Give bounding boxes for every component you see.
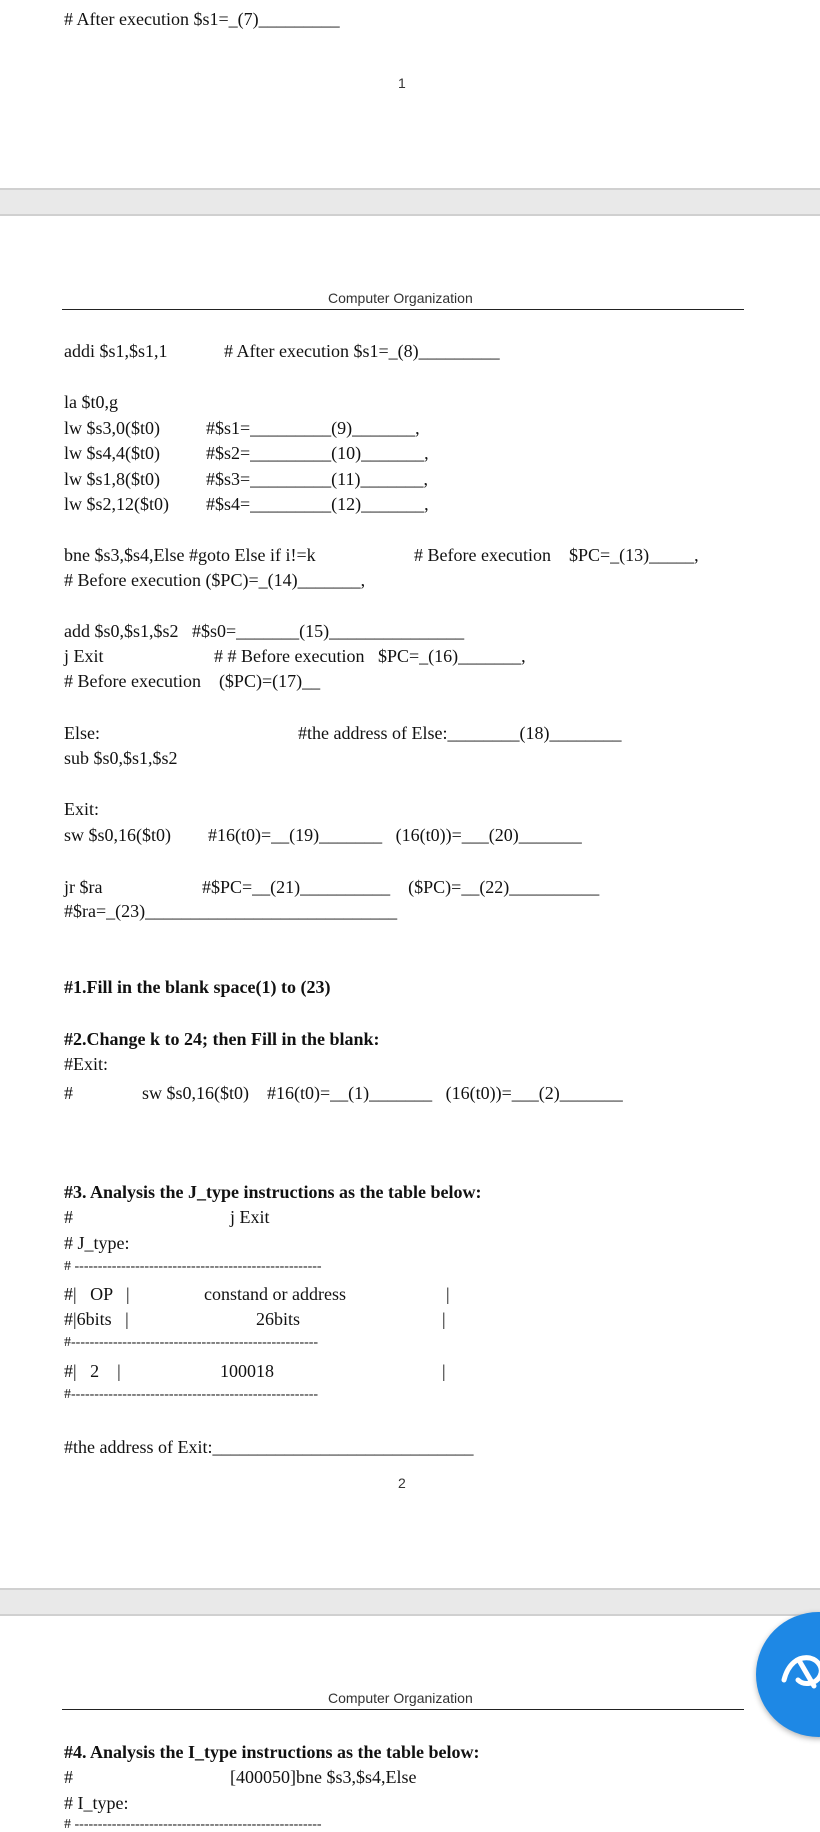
table-cell-border: | [442,1361,446,1381]
table-row-values: #| 2 | [64,1361,121,1381]
table-cell-100018: 100018 [220,1361,274,1381]
comment-j-spc: # Before execution ($PC)=(17)__ [64,671,321,691]
header-rule [62,1709,744,1710]
page-gap [0,1590,820,1614]
hand-pointer-icon [774,1642,820,1702]
page-number: 1 [398,75,406,91]
q3-exit-address: #the address of Exit:_____________________________ [64,1437,474,1457]
table-rule: # ----------------------------------------------------- [64,1817,322,1832]
table-row-bits: #|6bits | [64,1309,129,1329]
label-else: Else: [64,723,100,743]
page-header: Computer Organization [328,1690,473,1706]
question-4: #4. Analysis the I_type instructions as the table below: [64,1742,480,1762]
q2-exit-label: #Exit: [64,1054,108,1074]
code-jr: jr $ra [64,877,103,897]
page-divider [0,1614,820,1616]
table-rule: #----------------------------------------------------- [64,1387,319,1402]
comment-j-pc: # # Before execution $PC=_(16)_______, [214,646,526,666]
question-2: #2.Change k to 24; then Fill in the blank: [64,1029,380,1049]
comment-lw-4: #$s4=_________(12)_______, [206,494,429,514]
question-3: #3. Analysis the J_type instructions as the table below: [64,1182,482,1202]
comment-bne-spc: # Before execution ($PC)=_(14)_______, [64,570,366,590]
q4-hash: # [64,1767,73,1787]
table-cell-border: | [442,1309,446,1329]
q3-instruction: j Exit [230,1207,270,1227]
page-divider [0,214,820,216]
code-addi: addi $s1,$s1,1 [64,341,168,361]
q3-hash: # [64,1207,73,1227]
header-rule [62,309,744,310]
question-1: #1.Fill in the blank space(1) to (23) [64,977,331,997]
comment-lw-1: #$s1=_________(9)_______, [206,418,420,438]
table-cell-border: | [446,1284,450,1304]
table-cell-26bits: 26bits [256,1309,301,1329]
code-lw-4: lw $s2,12($t0) [64,494,169,514]
code-sw: sw $s0,16($t0) [64,825,171,845]
table-rule: #----------------------------------------------------- [64,1335,319,1350]
q4-instruction: [400050]bne $s3,$s4,Else [230,1767,417,1787]
code-add: add $s0,$s1,$s2 #$s0=_______(15)_______________ [64,621,465,641]
q2-sw: sw $s0,16($t0) #16(t0)=__(1)_______ (16(t0))=___(2)_______ [142,1083,623,1103]
table-rule: # ----------------------------------------------------- [64,1259,322,1274]
page-number: 2 [398,1475,406,1491]
table-cell-address-header: constand or address [204,1284,346,1304]
comment-sw: #16(t0)=__(19)_______ (16(t0))=___(20)_______ [208,825,582,845]
comment-jr: #$PC=__(21)__________ ($PC)=__(22)__________ [202,877,600,897]
table-row-op: #| OP | [64,1284,130,1304]
page-gap [0,190,820,214]
comment-ra: #$ra=_(23)____________________________ [64,901,398,921]
comment-else-address: #the address of Else:________(18)________ [298,723,622,743]
after-execution-7: # After execution $s1=_(7)_________ [64,9,340,29]
code-lw-2: lw $s4,4($t0) [64,443,160,463]
comment-addi: # After execution $s1=_(8)_________ [224,341,500,361]
label-exit: Exit: [64,799,99,819]
code-j: j Exit [64,646,104,666]
page-header: Computer Organization [328,290,473,306]
q3-type: # J_type: [64,1233,130,1253]
comment-lw-2: #$s2=_________(10)_______, [206,443,429,463]
code-la: la $t0,g [64,392,118,412]
code-lw-3: lw $s1,8($t0) [64,469,160,489]
code-lw-1: lw $s3,0($t0) [64,418,160,438]
q2-hash: # [64,1083,73,1103]
code-sub: sub $s0,$s1,$s2 [64,748,178,768]
q4-type: # I_type: [64,1793,129,1813]
code-bne: bne $s3,$s4,Else #goto Else if i!=k [64,545,316,565]
floating-action-button[interactable] [756,1612,820,1737]
comment-bne-pc: # Before execution $PC=_(13)_____, [414,545,699,565]
comment-lw-3: #$s3=_________(11)_______, [206,469,428,489]
